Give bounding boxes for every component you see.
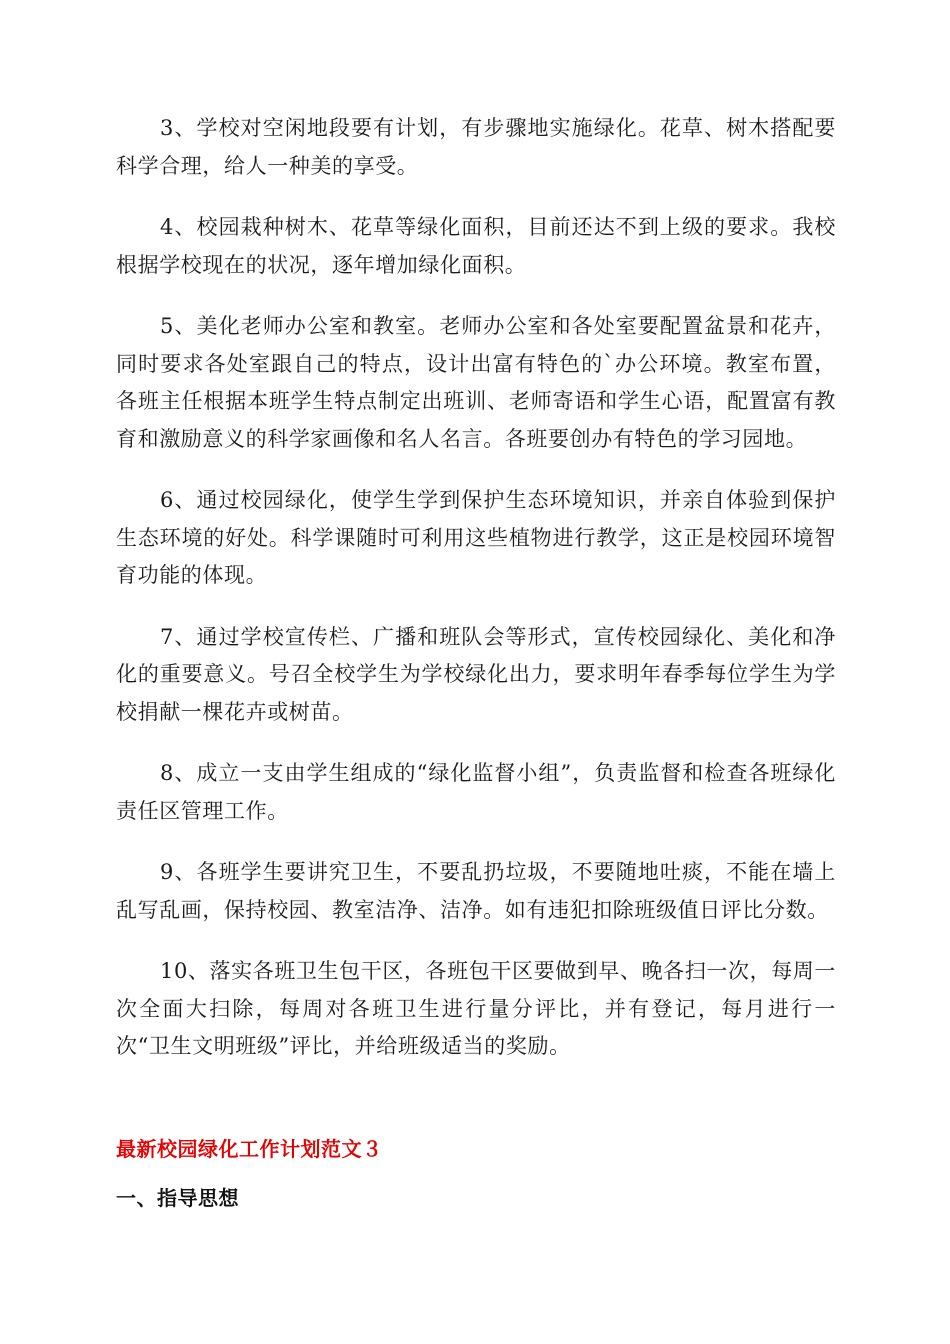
paragraph-item-3: 3、学校对空闲地段要有计划，有步骤地实施绿化。花草、树木搭配要科学合理，给人一种美的享受。 xyxy=(116,116,836,178)
paragraph-item-4: 4、校园栽种树木、花草等绿化面积，目前还达不到上级的要求。我校根据学校现在的状况，逐年增加绿化面积。 xyxy=(116,215,836,277)
paragraph-item-5: 5、美化老师办公室和教室。老师办公室和各处室要配置盆景和花卉，同时要求各处室跟自己的特点，设计出富有特色的`办公环境。教室布置，各班主任根据本班学生特点制定出班训、老师寄语和学生心语，配置富有教育和激励意义的科学家画像和名人名言。各班要创办有特色的学习园地。 xyxy=(116,314,836,451)
paragraph-item-9: 9、各班学生要讲究卫生，不要乱扔垃圾，不要随地吐痰，不能在墙上乱写乱画，保持校园、教室洁净、洁净。如有违犯扣除班级值日评比分数。 xyxy=(116,860,836,922)
paragraph-item-6: 6、通过校园绿化，使学生学到保护生态环境知识，并亲自体验到保护生态环境的好处。科学课随时可利用这些植物进行教学，这正是校园环境智育功能的体现。 xyxy=(116,488,836,587)
paragraph-item-7: 7、通过学校宣传栏、广播和班队会等形式，宣传校园绿化、美化和净化的重要意义。号召全校学生为学校绿化出力，要求明年春季每位学生为学校捐献一棵花卉或树苗。 xyxy=(116,624,836,724)
document-page xyxy=(116,110,836,1210)
section-title: 最新校园绿化工作计划范文３ xyxy=(116,1137,383,1161)
paragraph-item-10: 10、落实各班卫生包干区，各班包干区要做到早、晚各扫一次，每周一次全面大扫除，每周对各班卫生进行量分评比，并有登记，每月进行一次“卫生文明班级”评比，并给班级适当的奖励。 xyxy=(116,959,836,1058)
subsection-title: 一、指导思想 xyxy=(116,1186,239,1210)
paragraph-item-8: 8、成立一支由学生组成的“绿化监督小组”，负责监督和检查各班绿化责任区管理工作。 xyxy=(116,761,836,823)
